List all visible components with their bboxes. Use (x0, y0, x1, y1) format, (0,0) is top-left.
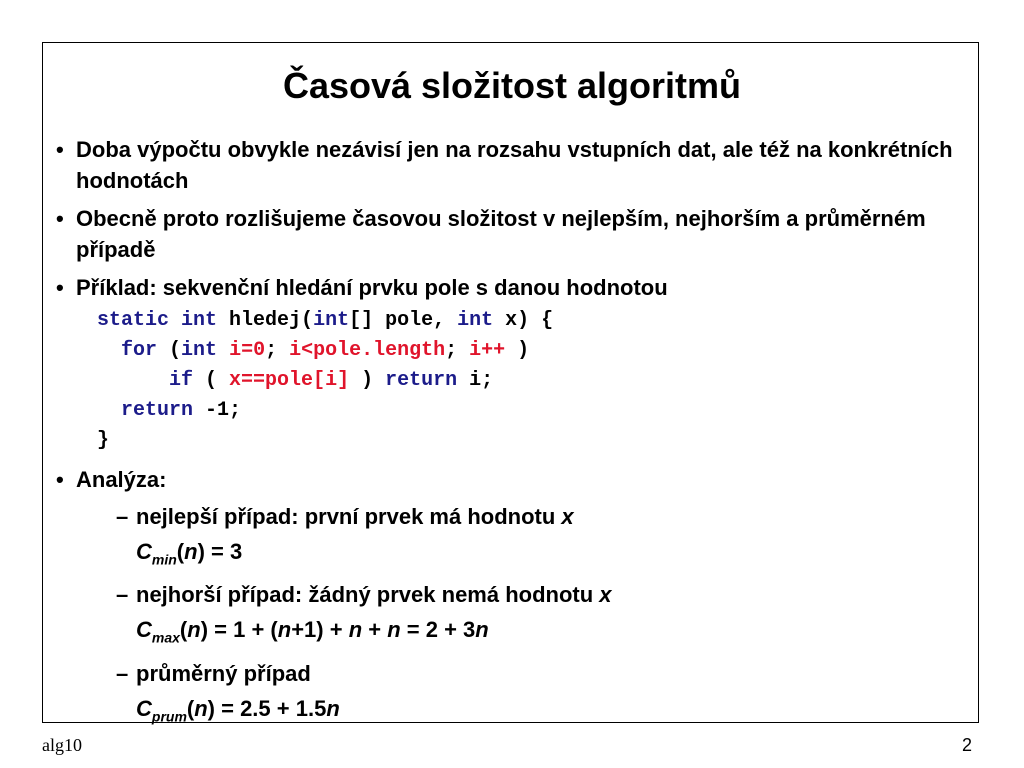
dash-marker: – (116, 504, 129, 529)
code-keyword: int (181, 309, 218, 332)
formula-subscript: prum (151, 708, 187, 725)
formula-n: n (387, 617, 401, 643)
bullet-item (56, 272, 956, 303)
case-variable: x (561, 504, 574, 529)
code-line (97, 426, 956, 456)
code-keyword: int (313, 309, 350, 332)
formula-symbol: C (136, 695, 152, 721)
formula-text: ) = 1 + ( (200, 617, 278, 643)
analysis-worst-case (56, 579, 956, 610)
bullet-dot: • (56, 206, 64, 231)
analysis-best-case (56, 501, 956, 532)
bullet-dot: • (56, 137, 64, 162)
slide-title: Časová složitost algoritmů (282, 65, 742, 106)
code-keyword: int (181, 339, 218, 362)
code-text: ; (265, 339, 290, 362)
code-text: ; (445, 339, 470, 362)
code-text: ) (505, 339, 530, 362)
page-number: 2 (961, 735, 972, 755)
formula-n: n (475, 617, 489, 643)
code-text: hledej( (217, 309, 314, 332)
case-variable: x (599, 582, 612, 608)
formula-worst (56, 614, 956, 653)
formula-text: +1) + (291, 617, 349, 643)
bullet-text: Obecně proto rozlišujeme časovou složitost v nejlepším, nejhorším a průměrném případě (76, 206, 926, 262)
footer-label: alg10 (42, 735, 82, 755)
bullet-item (56, 134, 956, 196)
code-line (97, 306, 956, 336)
code-line (97, 336, 956, 366)
dash-marker: – (116, 582, 129, 608)
formula-n: n (277, 617, 292, 643)
analysis-average-case (56, 658, 956, 689)
formula-n: n (194, 695, 208, 721)
bullet-dot: • (56, 275, 64, 300)
code-text: -1; (193, 399, 242, 422)
bullet-text: Příklad: sekvenční hledání prvku pole s danou hodnotou (76, 275, 668, 300)
formula-n: n (348, 617, 363, 643)
case-label: průměrný případ (136, 660, 311, 686)
formula-n: n (184, 539, 198, 564)
slide-content (56, 134, 956, 732)
code-block (97, 306, 956, 456)
formula-subscript: max (151, 629, 180, 646)
code-text: ( (157, 339, 182, 362)
code-keyword: static (97, 309, 170, 332)
formula-subscript: min (151, 551, 177, 568)
bullet-item (56, 203, 956, 265)
code-keyword: if (169, 369, 194, 392)
code-text: i; (457, 369, 494, 392)
formula-text: ( (176, 539, 185, 564)
code-highlight: i=0 (217, 339, 266, 362)
formula-text: = 2 + 3 (400, 617, 476, 643)
code-keyword: return (385, 369, 458, 392)
bullet-dot: • (56, 467, 64, 492)
formula-text: ) = 2.5 + 1.5 (207, 695, 327, 721)
code-keyword: return (121, 399, 194, 422)
code-text: x) { (493, 309, 554, 332)
formula-text: + (362, 617, 388, 643)
code-text: ( (193, 369, 230, 392)
case-label: nejhorší případ: žádný prvek nemá hodnotu (136, 582, 600, 608)
bullet-text: Analýza: (76, 467, 167, 492)
formula-symbol: C (136, 617, 152, 643)
bullet-text: Doba výpočtu obvykle nezávisí jen na rozsahu vstupních dat, ale též na konkrétních hodnotách (76, 137, 953, 193)
code-text: } (97, 429, 110, 452)
formula-text: ) = 3 (197, 539, 243, 564)
code-keyword: int (457, 309, 494, 332)
code-highlight: i++ (469, 339, 506, 362)
code-highlight: i<pole.length (289, 339, 446, 362)
formula-symbol: C (136, 539, 152, 564)
formula-n: n (326, 695, 340, 721)
formula-text: ( (179, 617, 188, 643)
code-text: [] pole, (349, 309, 458, 332)
formula-average (56, 693, 956, 732)
bullet-item (56, 464, 956, 495)
case-label: nejlepší případ: první prvek má hodnotu (136, 504, 562, 529)
formula-n: n (187, 617, 201, 643)
code-line (97, 366, 956, 396)
formula-text: ( (186, 695, 195, 721)
formula-best (56, 536, 956, 575)
dash-marker: – (116, 660, 129, 686)
code-highlight: x==pole[i] (229, 369, 350, 392)
code-keyword: for (121, 339, 158, 362)
code-line (97, 396, 956, 426)
code-text: ) (349, 369, 386, 392)
